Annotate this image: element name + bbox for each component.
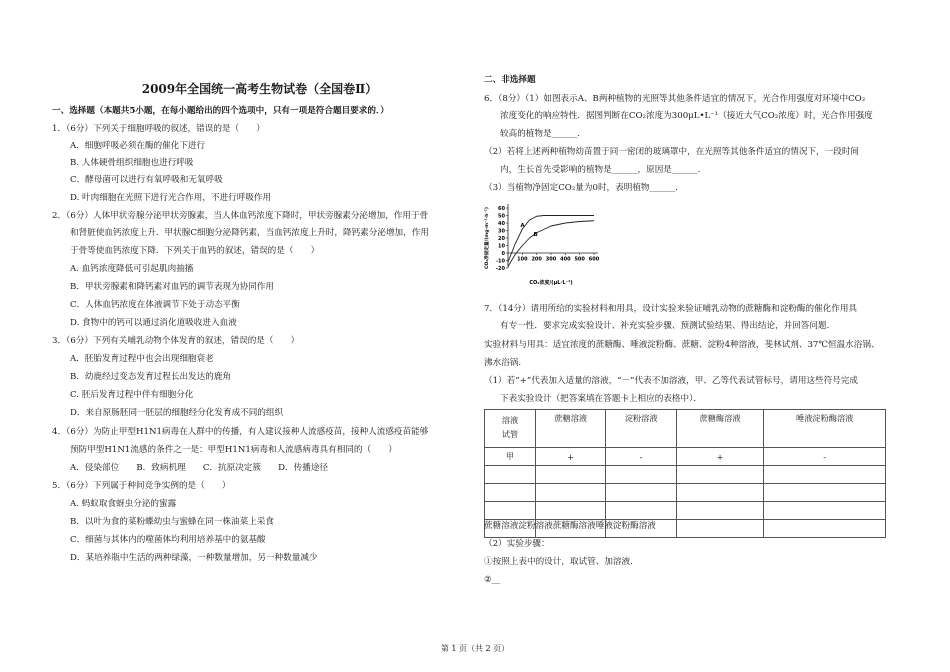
- table-cell: [764, 520, 886, 538]
- y-tick-label: 10: [498, 243, 505, 250]
- q3-option-a: A．胚胎发育过程中也会出现细胞衰老: [70, 354, 214, 364]
- table-cell: [676, 484, 764, 502]
- table-row: [485, 502, 886, 520]
- q7-line2: 有专一性．要求完成实验设计、补充实验步骤、预测试验结果、得出结论，并回答问题．: [500, 321, 836, 331]
- q6-line3: 较高的植物是______．: [500, 129, 586, 139]
- table-cell: [764, 502, 886, 520]
- q4-options: A．侵染部位 B．致病机理 C．抗原决定簇 D．传播途径: [70, 463, 329, 473]
- table-header-row: [485, 410, 886, 448]
- q7-line5: （1）若“+”代表加入适量的溶液，“－”代表不加溶液，甲、乙等代表试管标号，请用这些符号完成: [484, 376, 858, 386]
- table-row: [485, 466, 886, 484]
- q1-option-d: D. 叶肉细胞在光照下进行光合作用，不进行呼吸作用: [70, 193, 272, 203]
- x-tick-label: 300: [545, 256, 557, 263]
- q7-line1: 7．（14分）请用所给的实验材料和用具，设计实验来验证哺乳动物的蔗糖酶和淀粉酶的催化作用具: [484, 304, 858, 314]
- q2-option-c: C．人体血钙浓度在体液调节下处于动态平衡: [70, 300, 240, 310]
- table-cell: [485, 502, 536, 520]
- y-tick-label: 0: [501, 250, 505, 257]
- q7-line6: 下表实验设计（把答案填在答题卡上相应的表格中）．: [500, 394, 702, 404]
- y-tick-label: -20: [495, 265, 505, 272]
- q1-option-a: A．细胞呼吸必须在酶的催化下进行: [70, 141, 206, 151]
- q3-option-d: D．来自原肠胚同一胚层的细胞经分化发育成不同的组织: [70, 408, 284, 418]
- series-label-b: B: [533, 232, 538, 238]
- y-tick-label: 30: [498, 228, 505, 235]
- table-cell: [676, 520, 764, 538]
- q2-stem-line2: 和肾脏使血钙浓度上升．甲状腺C细胞分泌降钙素，当血钙浓度上升时，降钙素分泌增加，作用: [70, 228, 429, 238]
- table-cell: [485, 466, 536, 484]
- table-cell: [676, 466, 764, 484]
- table-header-cell: 淀粉溶液: [606, 410, 676, 448]
- x-tick-label: 500: [574, 256, 585, 263]
- table-cell: [606, 502, 676, 520]
- q7-after-table-text: 蔗糖溶液淀粉溶液蔗糖酶溶液唾液淀粉酶溶液: [484, 521, 656, 531]
- x-tick-label: 100: [517, 256, 528, 263]
- x-axis-label: CO₂浓度/(μL·L⁻¹): [529, 280, 573, 286]
- q3-stem: 3．（6分）下列有关哺乳动物个体发育的叙述，错误的是（ ）: [52, 336, 300, 346]
- co2-fixation-chart: [482, 200, 602, 288]
- y-axis-label: CO₂净固定量/(mg·m⁻²·h⁻¹): [485, 206, 490, 270]
- q5-option-c: C．细菌与其体内的噬菌体均利用培养基中的氨基酸: [70, 535, 266, 545]
- q2-option-b: B．甲状旁腺素和降钙素对血钙的调节表现为协同作用: [70, 282, 274, 292]
- table-cell: [764, 466, 886, 484]
- y-tick-label: 50: [498, 213, 505, 220]
- x-tick-label: 200: [531, 256, 542, 263]
- q4-stem-line1: 4．（6分）为防止甲型H1N1病毒在人群中的传播，有人建议接种人流感疫苗，接种人流感疫苗能够: [52, 427, 429, 437]
- q1-option-b: B. 人体硬骨组织细胞也进行呼吸: [70, 158, 194, 168]
- experiment-table: [484, 409, 886, 538]
- y-tick-label: -10: [495, 258, 505, 265]
- table-cell: [485, 484, 536, 502]
- table-row: [485, 448, 886, 466]
- q5-stem: 5．（6分）下列属于种间竞争实例的是（ ）: [52, 481, 231, 491]
- q6-part3: （3）当植物净固定CO₂量为0时，表明植物______．: [484, 183, 684, 193]
- table-header-cell: 蔗糖酶溶液: [676, 410, 764, 448]
- q7-line4: 沸水浴锅．: [484, 358, 527, 368]
- section-nonchoice-heading: 二、非选择题: [484, 75, 536, 85]
- page-footer: 第 1 页（共 2 页）: [440, 644, 510, 653]
- q1-stem: 1．（6分）下列关于细胞呼吸的叙述，错误的是（ ）: [52, 124, 265, 134]
- q6-line2: 浓度变化的响应特性．据图判断在CO₂浓度为300μL•L⁻¹（接近大气CO₂浓度）时，光合作用强度: [500, 111, 873, 121]
- table-cell: +: [676, 448, 764, 466]
- q7-steps-title: （2）实验步骤：: [484, 539, 550, 549]
- q6-part2-line2: 内，生长首先受影响的植物是______，原因是______．: [500, 165, 707, 175]
- table-cell: -: [606, 448, 676, 466]
- table-header-corner: 溶液 试管: [485, 410, 536, 448]
- table-cell: [536, 466, 606, 484]
- q7-step2: ②__: [484, 575, 501, 585]
- table-cell: 甲: [485, 448, 536, 466]
- section-choice-heading: 一、选择题（本题共5小题，在每小题给出的四个选项中，只有一项是符合题目要求的．）: [52, 106, 389, 116]
- table-cell: [606, 466, 676, 484]
- q2-option-d: D. 食物中的钙可以通过消化道吸收进入血液: [70, 318, 237, 328]
- series-label-a: A: [520, 223, 525, 229]
- q5-option-a: A. 蚂蚁取食蚜虫分泌的蜜露: [70, 499, 177, 509]
- page-title: 2009年全国统一高考生物试卷（全国卷Ⅱ）: [141, 82, 378, 96]
- table-cell: [536, 484, 606, 502]
- q6-part2-line1: （2）若将上述两种植物幼苗置于同一密闭的玻璃罩中，在光照等其他条件适宜的情况下，一段时间: [484, 147, 860, 157]
- q3-option-b: B．幼鹿经过变态发育过程长出发达的鹿角: [70, 372, 232, 382]
- table-header-cell: 蔗糖溶液: [536, 410, 606, 448]
- table-cell: [606, 484, 676, 502]
- table-cell: [764, 484, 886, 502]
- y-tick-label: 20: [498, 235, 505, 242]
- table-cell: -: [764, 448, 886, 466]
- y-tick-label: 60: [498, 205, 505, 212]
- table-cell: [676, 502, 764, 520]
- x-tick-label: 400: [560, 256, 571, 263]
- table-cell: +: [536, 448, 606, 466]
- table-row: [485, 484, 886, 502]
- table-header-cell: 唾液淀粉酶溶液: [764, 410, 886, 448]
- q7-line3: 实验材料与用具：适宜浓度的蔗糖酶、唾液淀粉酶、蔗糖、淀粉4种溶液，斐林试剂、37℃恒温水浴锅、: [484, 340, 880, 350]
- q4-stem-line2: 预防甲型H1N1流感的条件之一是：甲型H1N1病毒和人流感病毒具有相同的（ ）: [70, 445, 397, 455]
- q1-option-c: C．酵母菌可以进行有氧呼吸和无氧呼吸: [70, 175, 223, 185]
- y-tick-label: 40: [498, 220, 505, 227]
- q2-stem-line3: 于骨等使血钙浓度下降．下列关于血钙的叙述，错误的是（ ）: [70, 246, 320, 256]
- q2-option-a: A. 血钙浓度降低可引起肌肉抽搐: [70, 264, 194, 274]
- q2-stem-line1: 2．（6分）人体甲状旁腺分泌甲状旁腺素，当人体血钙浓度下降时，甲状旁腺素分泌增加，作用于骨: [52, 211, 429, 221]
- q3-option-c: C. 胚后发育过程中伴有细胞分化: [70, 390, 194, 400]
- table-cell: [536, 502, 606, 520]
- chart-labels: [483, 206, 600, 286]
- q7-step1: ①按照上表中的设计，取试管、加溶液．: [484, 557, 639, 567]
- x-tick-label: 600: [588, 256, 600, 263]
- q6-line1: 6．（8分）（1）如图表示A、B两种植物的光照等其他条件适宜的情况下，光合作用强度对环境中CO₂: [484, 94, 866, 104]
- q5-option-d: D．某培养瓶中生活的两种绿藻，一种数量增加，另一种数量减少: [70, 553, 318, 563]
- q5-option-b: B．以叶为食的菜粉蝶幼虫与蜜蜂在同一株油菜上采食: [70, 517, 274, 527]
